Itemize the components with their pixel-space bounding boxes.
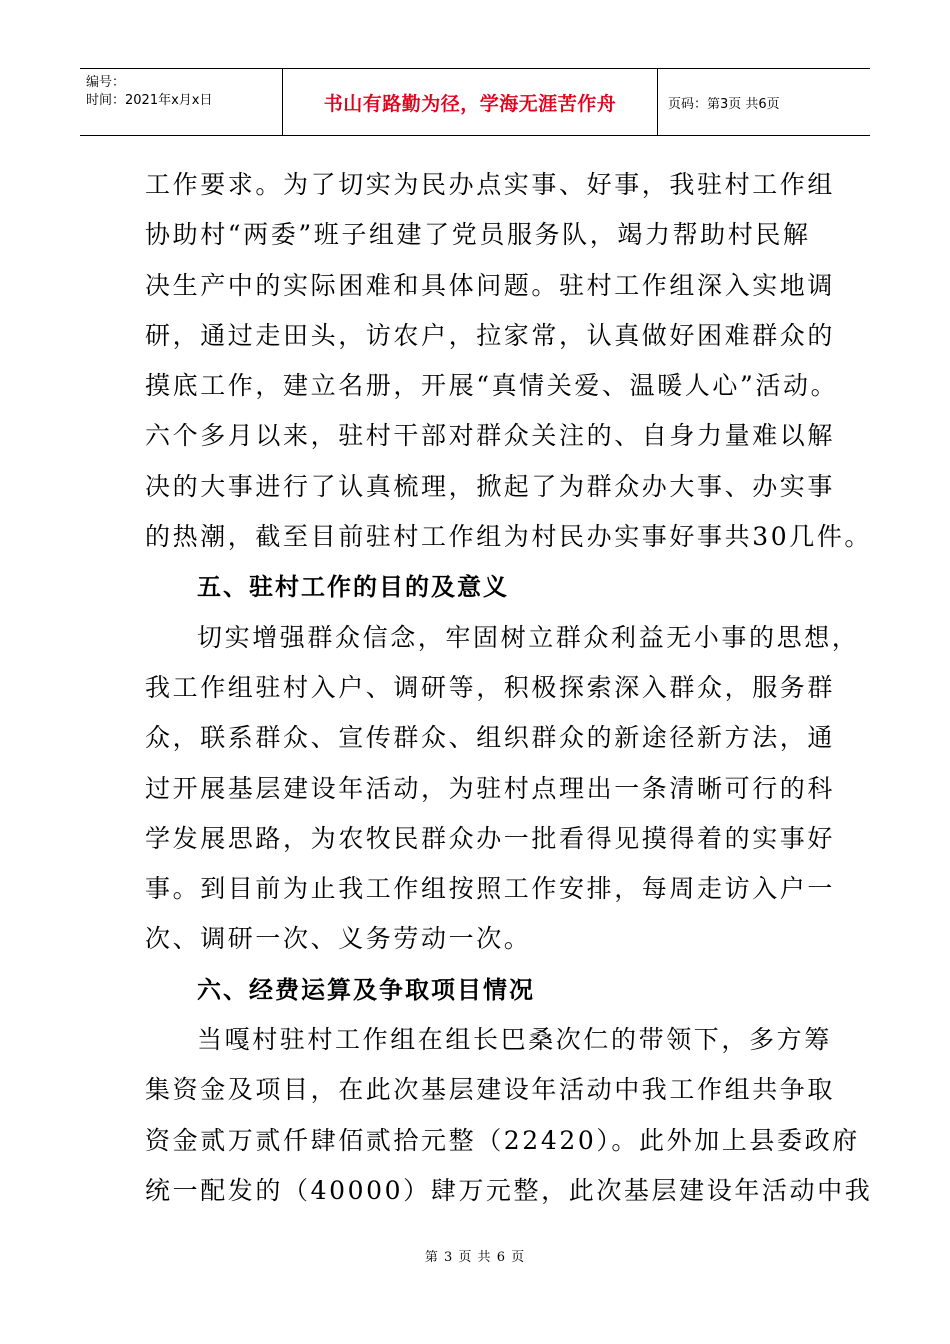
body-line: 摸底工作，建立名册，开展“真情关爱、温暖人心”活动。 [145, 371, 839, 401]
body-line: 切实增强群众信念，牢固树立群众利益无小事的思想， [197, 622, 860, 652]
motto-text: 书山有路勤为径，学海无涯苦作舟 [323, 92, 617, 115]
body-line: 集资金及项目，在此次基层建设年活动中我工作组共争取 [145, 1075, 836, 1105]
body-line: 决的大事进行了认真梳理，掀起了为群众办大事、办实事 [145, 471, 836, 501]
body-line: 我工作组驻村入户、调研等，积极探索深入群众，服务群 [145, 672, 836, 702]
page-footer: 第 3 页 共 6 页 [424, 1250, 526, 1265]
body-line: 当嘎村驻村工作组在组长巴桑次仁的带领下，多方筹 [197, 1025, 832, 1055]
document-time-label: 时间：2021年x月x日 [86, 93, 213, 108]
header-meta [80, 69, 283, 135]
body-line: 众，联系群众、宣传群众、组织群众的新途径新方法，通 [145, 723, 836, 753]
section-heading-5: 五、驻村工作的目的及意义 [197, 573, 509, 602]
section-heading-6: 六、经费运算及争取项目情况 [197, 975, 535, 1004]
body-line: 决生产中的实际困难和具体问题。驻村工作组深入实地调 [145, 270, 836, 300]
body-line: 事。到目前为止我工作组按照工作安排，每周走访入户一 [145, 874, 836, 904]
document-body [145, 160, 873, 1216]
document-number-label: 编号： [86, 75, 126, 90]
body-line: 次、调研一次、义务劳动一次。 [145, 924, 532, 954]
body-line: 的热潮，截至目前驻村工作组为村民办实事好事共30几件。 [145, 522, 873, 552]
body-line: 统一配发的（40000）肆万元整，此次基层建设年活动中我 [145, 1175, 873, 1205]
body-line: 研，通过走田头，访农户，拉家常，认真做好困难群众的 [145, 320, 836, 350]
body-line: 资金贰万贰仟肆佰贰拾元整（22420）。此外加上县委政府 [145, 1125, 860, 1155]
body-line: 学发展思路，为农牧民群众办一批看得见摸得着的实事好 [145, 823, 836, 853]
body-line: 协助村“两委”班子组建了党员服务队，竭力帮助村民解 [145, 220, 811, 250]
body-line: 六个多月以来，驻村干部对群众关注的、自身力量难以解 [145, 421, 836, 451]
body-line: 过开展基层建设年活动，为驻村点理出一条清晰可行的科 [145, 773, 836, 803]
header-page-info-cell [658, 69, 870, 135]
page-header [80, 68, 870, 136]
header-motto-cell [283, 69, 658, 135]
body-line: 工作要求。为了切实为民办点实事、好事，我驻村工作组 [145, 170, 836, 199]
header-page-info: 页码：第3页 共6页 [668, 96, 780, 112]
